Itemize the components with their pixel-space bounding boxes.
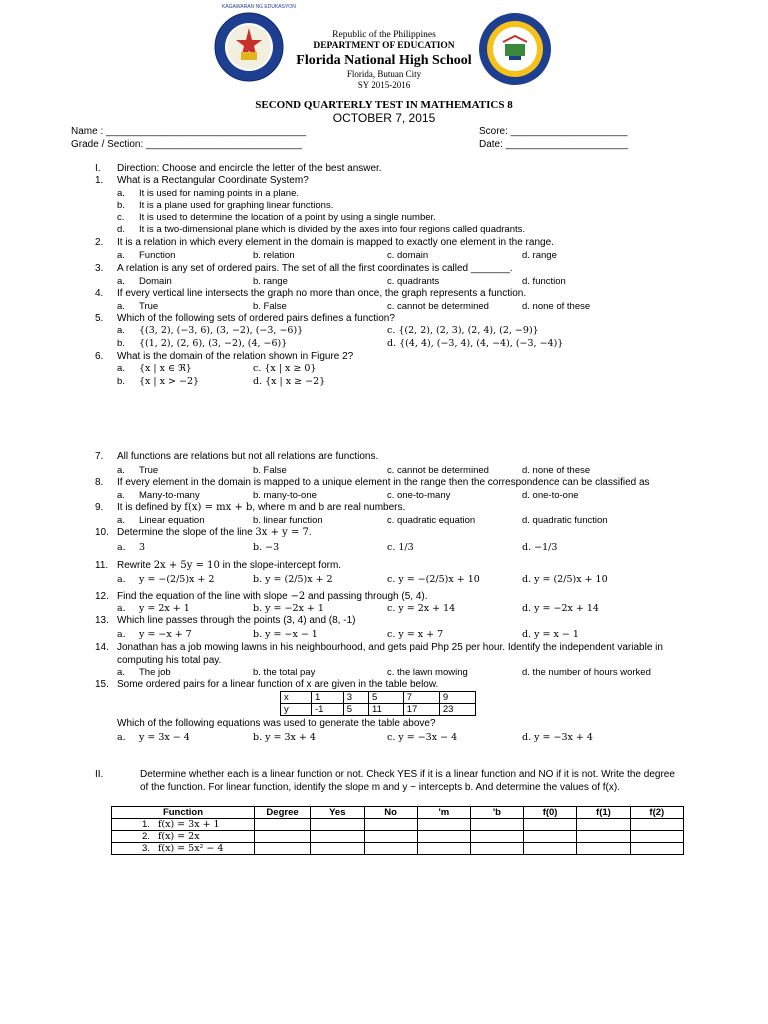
part1-direction: Direction: Choose and encircle the letter of the best answer.	[117, 163, 382, 174]
question-text-pre: Find the equation of the line with slope	[117, 591, 291, 602]
part2-numeral: II.	[95, 769, 104, 780]
question-text-post: , where m and b are real numbers.	[252, 502, 406, 513]
score-field[interactable]: Score: _____________________	[479, 126, 628, 137]
question-text: Which of the following sets of ordered pairs defines a function?	[117, 313, 395, 324]
option-6c[interactable]: c. {x | x ≥ 0}	[253, 363, 317, 374]
function-expression: f(x) = 2x	[157, 831, 200, 842]
question-number: 5.	[95, 313, 104, 324]
table-cell: 3	[343, 692, 368, 704]
f1-cell[interactable]	[577, 843, 630, 855]
option-2a[interactable]: Function	[139, 250, 176, 261]
option-9c[interactable]: c. quadratic equation	[387, 515, 476, 526]
question-number: 2.	[95, 237, 104, 248]
f2-cell[interactable]	[630, 831, 683, 843]
option-12b[interactable]: b. y = −2x + 1	[253, 603, 324, 614]
function-expression: f(x) = 5x² − 4	[157, 843, 224, 854]
column-header: f(2)	[630, 807, 683, 819]
option-4a-letter[interactable]: a.	[117, 301, 125, 312]
option-7d[interactable]: d. none of these	[522, 465, 591, 476]
name-field[interactable]: Name : ____________________________________	[71, 126, 307, 137]
option-15a[interactable]: y = 3x − 4	[139, 732, 190, 743]
f1-cell[interactable]	[577, 831, 630, 843]
option-6b[interactable]: {x | x > −2}	[139, 376, 200, 387]
question-text	[117, 591, 428, 602]
option-4c[interactable]: c. cannot be determined	[387, 301, 489, 312]
question-number: 13.	[95, 615, 109, 626]
degree-cell[interactable]	[254, 843, 310, 855]
f0-cell[interactable]	[523, 819, 576, 831]
question-number: 3.	[95, 263, 104, 274]
test-date: OCTOBER 7, 2015	[332, 111, 436, 125]
option-14a-letter[interactable]: a.	[117, 667, 125, 678]
school-name: Florida National High School	[296, 53, 472, 68]
option-text: It is a two-dimensional plane which is divided by the axes into four regions called quadrants.	[139, 224, 526, 235]
table-row-x	[281, 692, 476, 704]
question-text: Jonathan has a job mowing lawns in his neighbourhood, and gets paid Php 25 per hour. Identify the independent variable in	[117, 642, 663, 653]
option-letter: c.	[117, 212, 125, 223]
option-4d[interactable]: d. none of these	[522, 301, 591, 312]
option-7a-letter[interactable]: a.	[117, 465, 125, 476]
no-cell[interactable]	[364, 819, 417, 831]
yes-cell[interactable]	[311, 831, 364, 843]
question-text	[117, 527, 312, 538]
option-8a-letter[interactable]: a.	[117, 490, 125, 501]
m-cell[interactable]	[417, 843, 470, 855]
question-number: 4.	[95, 288, 104, 299]
table-cell: 7	[403, 692, 439, 704]
question-text-post: and passing through (5, 4).	[305, 591, 428, 602]
table-cell: y	[281, 704, 312, 716]
option-12a[interactable]: y = 2x + 1	[139, 603, 190, 614]
question-text-pre: Rewrite	[117, 560, 154, 571]
option-11d[interactable]: d. y = (2/5)x + 10	[522, 574, 608, 585]
column-header: No	[364, 807, 417, 819]
option-letter: b.	[117, 200, 125, 211]
option-10a-letter[interactable]: a.	[117, 542, 126, 553]
option-letter-b: b.	[117, 376, 125, 387]
question-text: It is a relation in which every element in the domain is mapped to exactly one element in the range.	[117, 237, 554, 248]
yes-cell[interactable]	[311, 819, 364, 831]
option-15c[interactable]: c. y = −3x − 4	[387, 732, 458, 743]
function-cell	[112, 831, 255, 843]
column-header: Yes	[311, 807, 364, 819]
degree-cell[interactable]	[254, 831, 310, 843]
question-math: 2x + 5y = 10	[153, 560, 220, 571]
option-9d[interactable]: d. quadratic function	[522, 515, 608, 526]
option-8c[interactable]: c. one-to-many	[387, 490, 451, 501]
option-11b[interactable]: b. y = (2/5)x + 2	[253, 574, 333, 585]
option-12a-letter[interactable]: a.	[117, 603, 126, 614]
question-number: 11.	[95, 560, 109, 571]
table-cell: x	[281, 692, 312, 704]
question-text: What is the domain of the relation shown in Figure 2?	[117, 351, 354, 362]
date-field[interactable]: Date: ______________________	[479, 139, 629, 150]
republic-line: Republic of the Philippines	[332, 30, 436, 40]
b-cell[interactable]	[470, 843, 523, 855]
question-number: 6.	[95, 351, 104, 362]
question-15-line3: Which of the following equations was used to generate the table above?	[117, 718, 436, 729]
option-9a[interactable]: Linear equation	[139, 515, 205, 526]
part2-direction-line2: of the function. For linear function, identify the slope m and y − intercepts b. And determine the values of f(x).	[140, 782, 620, 793]
question-text-post: in the slope-intercept form.	[219, 560, 342, 571]
table-header-row	[112, 807, 684, 819]
yes-cell[interactable]	[311, 843, 364, 855]
f0-cell[interactable]	[523, 843, 576, 855]
f0-cell[interactable]	[523, 831, 576, 843]
deped-seal-text: KAGAWARAN NG EDUKASYON	[222, 4, 296, 10]
question-math: 3x + y = 7	[255, 527, 309, 538]
option-13d[interactable]: d. y = x − 1	[522, 629, 579, 640]
question-number: 15.	[95, 679, 109, 690]
part1-numeral: I.	[95, 163, 101, 174]
option-7a[interactable]: True	[139, 465, 159, 476]
option-9b[interactable]: b. linear function	[253, 515, 323, 526]
option-7b[interactable]: b. False	[253, 465, 287, 476]
table-row	[112, 831, 684, 843]
m-cell[interactable]	[417, 831, 470, 843]
option-5c[interactable]: c. {(2, 2), (2, 3), (2, 4), (2, −9)}	[387, 325, 539, 336]
option-11a-letter[interactable]: a.	[117, 574, 126, 585]
part2-direction-line1: Determine whether each is a linear function or not. Check YES if it is a linear function and NO if it is not. Write the degree	[140, 769, 675, 780]
option-3a-letter[interactable]: a.	[117, 276, 125, 287]
table-cell: 9	[439, 692, 475, 704]
option-13b[interactable]: b. y = −x − 1	[253, 629, 318, 640]
option-2d[interactable]: d. range	[522, 250, 557, 261]
option-letter-a: a.	[117, 325, 125, 336]
option-13a[interactable]: y = −x + 7	[139, 629, 192, 640]
linear-function-table	[111, 806, 684, 855]
question-text-pre: Determine the slope of the line	[117, 527, 256, 538]
row-number: 3.	[142, 843, 150, 854]
school-year: SY 2015-2016	[357, 80, 411, 90]
table-cell: 5	[369, 692, 404, 704]
question-number: 8.	[95, 477, 104, 488]
no-cell[interactable]	[364, 843, 417, 855]
option-12c[interactable]: c. y = 2x + 14	[387, 603, 456, 614]
option-9a-letter[interactable]: a.	[117, 515, 125, 526]
school-address: Florida, Butuan City	[346, 69, 422, 79]
option-8b[interactable]: b. many-to-one	[253, 490, 317, 501]
option-8a[interactable]: Many-to-many	[139, 490, 200, 501]
question-math: f(x) = mx + b	[184, 502, 253, 513]
function-cell	[112, 843, 255, 855]
table-cell: 5	[343, 704, 368, 716]
column-header: Degree	[254, 807, 310, 819]
option-letter-a: a.	[117, 363, 125, 374]
function-expression: f(x) = 3x + 1	[157, 819, 220, 830]
question-math: −2	[290, 591, 306, 602]
question-number: 10.	[95, 527, 109, 538]
question-text-post: .	[308, 527, 312, 538]
table-row	[112, 819, 684, 831]
question-14-line2: computing his total pay.	[117, 655, 222, 666]
column-header: 'm	[417, 807, 470, 819]
department-line: DEPARTMENT OF EDUCATION	[313, 41, 455, 51]
option-10a[interactable]: 3	[139, 542, 146, 553]
ordered-pairs-table	[280, 691, 476, 716]
option-2b[interactable]: b. relation	[253, 250, 295, 261]
option-4a[interactable]: True	[139, 301, 159, 312]
column-header: f(1)	[577, 807, 630, 819]
option-3c[interactable]: c. quadrants	[387, 276, 440, 287]
option-text: It is used for naming points in a plane.	[139, 188, 300, 199]
option-8d[interactable]: d. one-to-one	[522, 490, 579, 501]
question-text	[117, 560, 341, 571]
option-text: It is used to determine the location of a point by using a single number.	[139, 212, 436, 223]
b-cell[interactable]	[470, 819, 523, 831]
table-cell: 23	[439, 704, 475, 716]
row-number: 2.	[142, 831, 150, 842]
function-cell	[112, 819, 255, 831]
degree-cell[interactable]	[254, 819, 310, 831]
table-cell: 11	[369, 704, 404, 716]
option-2a-letter[interactable]: a.	[117, 250, 125, 261]
option-14a[interactable]: The job	[139, 667, 171, 678]
table-row	[112, 843, 684, 855]
option-7c[interactable]: c. cannot be determined	[387, 465, 489, 476]
option-15a-letter[interactable]: a.	[117, 732, 126, 743]
question-text: Some ordered pairs for a linear function of x are given in the table below.	[117, 679, 439, 690]
question-text	[117, 502, 405, 513]
option-13a-letter[interactable]: a.	[117, 629, 126, 640]
question-text: What is a Rectangular Coordinate System?	[117, 175, 309, 186]
option-letter: d.	[117, 224, 125, 235]
option-11a[interactable]: y = −(2/5)x + 2	[139, 574, 215, 585]
m-cell[interactable]	[417, 819, 470, 831]
option-3a[interactable]: Domain	[139, 276, 172, 287]
option-2c[interactable]: c. domain	[387, 250, 429, 261]
no-cell[interactable]	[364, 831, 417, 843]
option-14c[interactable]: c. the lawn mowing	[387, 667, 468, 678]
question-number: 12.	[95, 591, 109, 602]
option-10c[interactable]: c. 1/3	[387, 542, 414, 553]
b-cell[interactable]	[470, 831, 523, 843]
test-title: SECOND QUARTERLY TEST IN MATHEMATICS 8	[255, 99, 513, 111]
option-6a[interactable]: {x | x ∈ ℜ}	[139, 363, 192, 374]
option-11c[interactable]: c. y = −(2/5)x + 10	[387, 574, 480, 585]
question-number: 1.	[95, 175, 104, 186]
column-header: f(0)	[523, 807, 576, 819]
option-letter-b: b.	[117, 338, 125, 349]
option-14b[interactable]: b. the total pay	[253, 667, 316, 678]
option-5d[interactable]: d. {(4, 4), (−3, 4), (4, −4), (−3, −4)}	[387, 338, 564, 349]
question-text: All functions are relations but not all relations are functions.	[117, 451, 379, 462]
option-10b[interactable]: b. −3	[253, 542, 280, 553]
option-14d[interactable]: d. the number of hours worked	[522, 667, 651, 678]
f2-cell[interactable]	[630, 843, 683, 855]
f2-cell[interactable]	[630, 819, 683, 831]
table-row-y	[281, 704, 476, 716]
table-cell: -1	[312, 704, 344, 716]
option-15d[interactable]: d. y = −3x + 4	[522, 732, 593, 743]
grade-section-field[interactable]: Grade / Section: ____________________________	[71, 139, 302, 150]
option-5a[interactable]: {(3, 2), (−3, 6), (3, −2), (−3, −6)}	[139, 325, 304, 336]
question-text: A relation is any set of ordered pairs. The set of all the first coordinates is called _______.	[117, 263, 513, 274]
column-header: 'b	[470, 807, 523, 819]
option-13c[interactable]: c. y = x + 7	[387, 629, 444, 640]
table-cell: 17	[403, 704, 439, 716]
option-12d[interactable]: d. y = −2x + 14	[522, 603, 599, 614]
question-number: 14.	[95, 642, 109, 653]
f1-cell[interactable]	[577, 819, 630, 831]
option-letter: a.	[117, 188, 125, 199]
option-text: It is a plane used for graphing linear functions.	[139, 200, 334, 211]
option-4b[interactable]: b. False	[253, 301, 287, 312]
question-text-pre: It is defined by	[117, 502, 185, 513]
question-number: 9.	[95, 502, 104, 513]
option-6d[interactable]: d. {x | x ≥ −2}	[253, 376, 326, 387]
question-text: Which line passes through the points (3, 4) and (8, -1)	[117, 615, 356, 626]
row-number: 1.	[142, 819, 150, 830]
option-5b[interactable]: {(1, 2), (2, 6), (3, −2), (4, −6)}	[139, 338, 288, 349]
table-cell: 1	[312, 692, 344, 704]
option-3b[interactable]: b. range	[253, 276, 288, 287]
question-text: If every element in the domain is mapped to a unique element in the range then the correspondence can be classified as	[117, 477, 650, 488]
question-number: 7.	[95, 451, 104, 462]
option-10d[interactable]: d. −1/3	[522, 542, 558, 553]
column-header: Function	[112, 807, 255, 819]
option-15b[interactable]: b. y = 3x + 4	[253, 732, 316, 743]
option-3d[interactable]: d. function	[522, 276, 566, 287]
question-text: If every vertical line intersects the graph no more than once, the graph represents a function.	[117, 288, 527, 299]
